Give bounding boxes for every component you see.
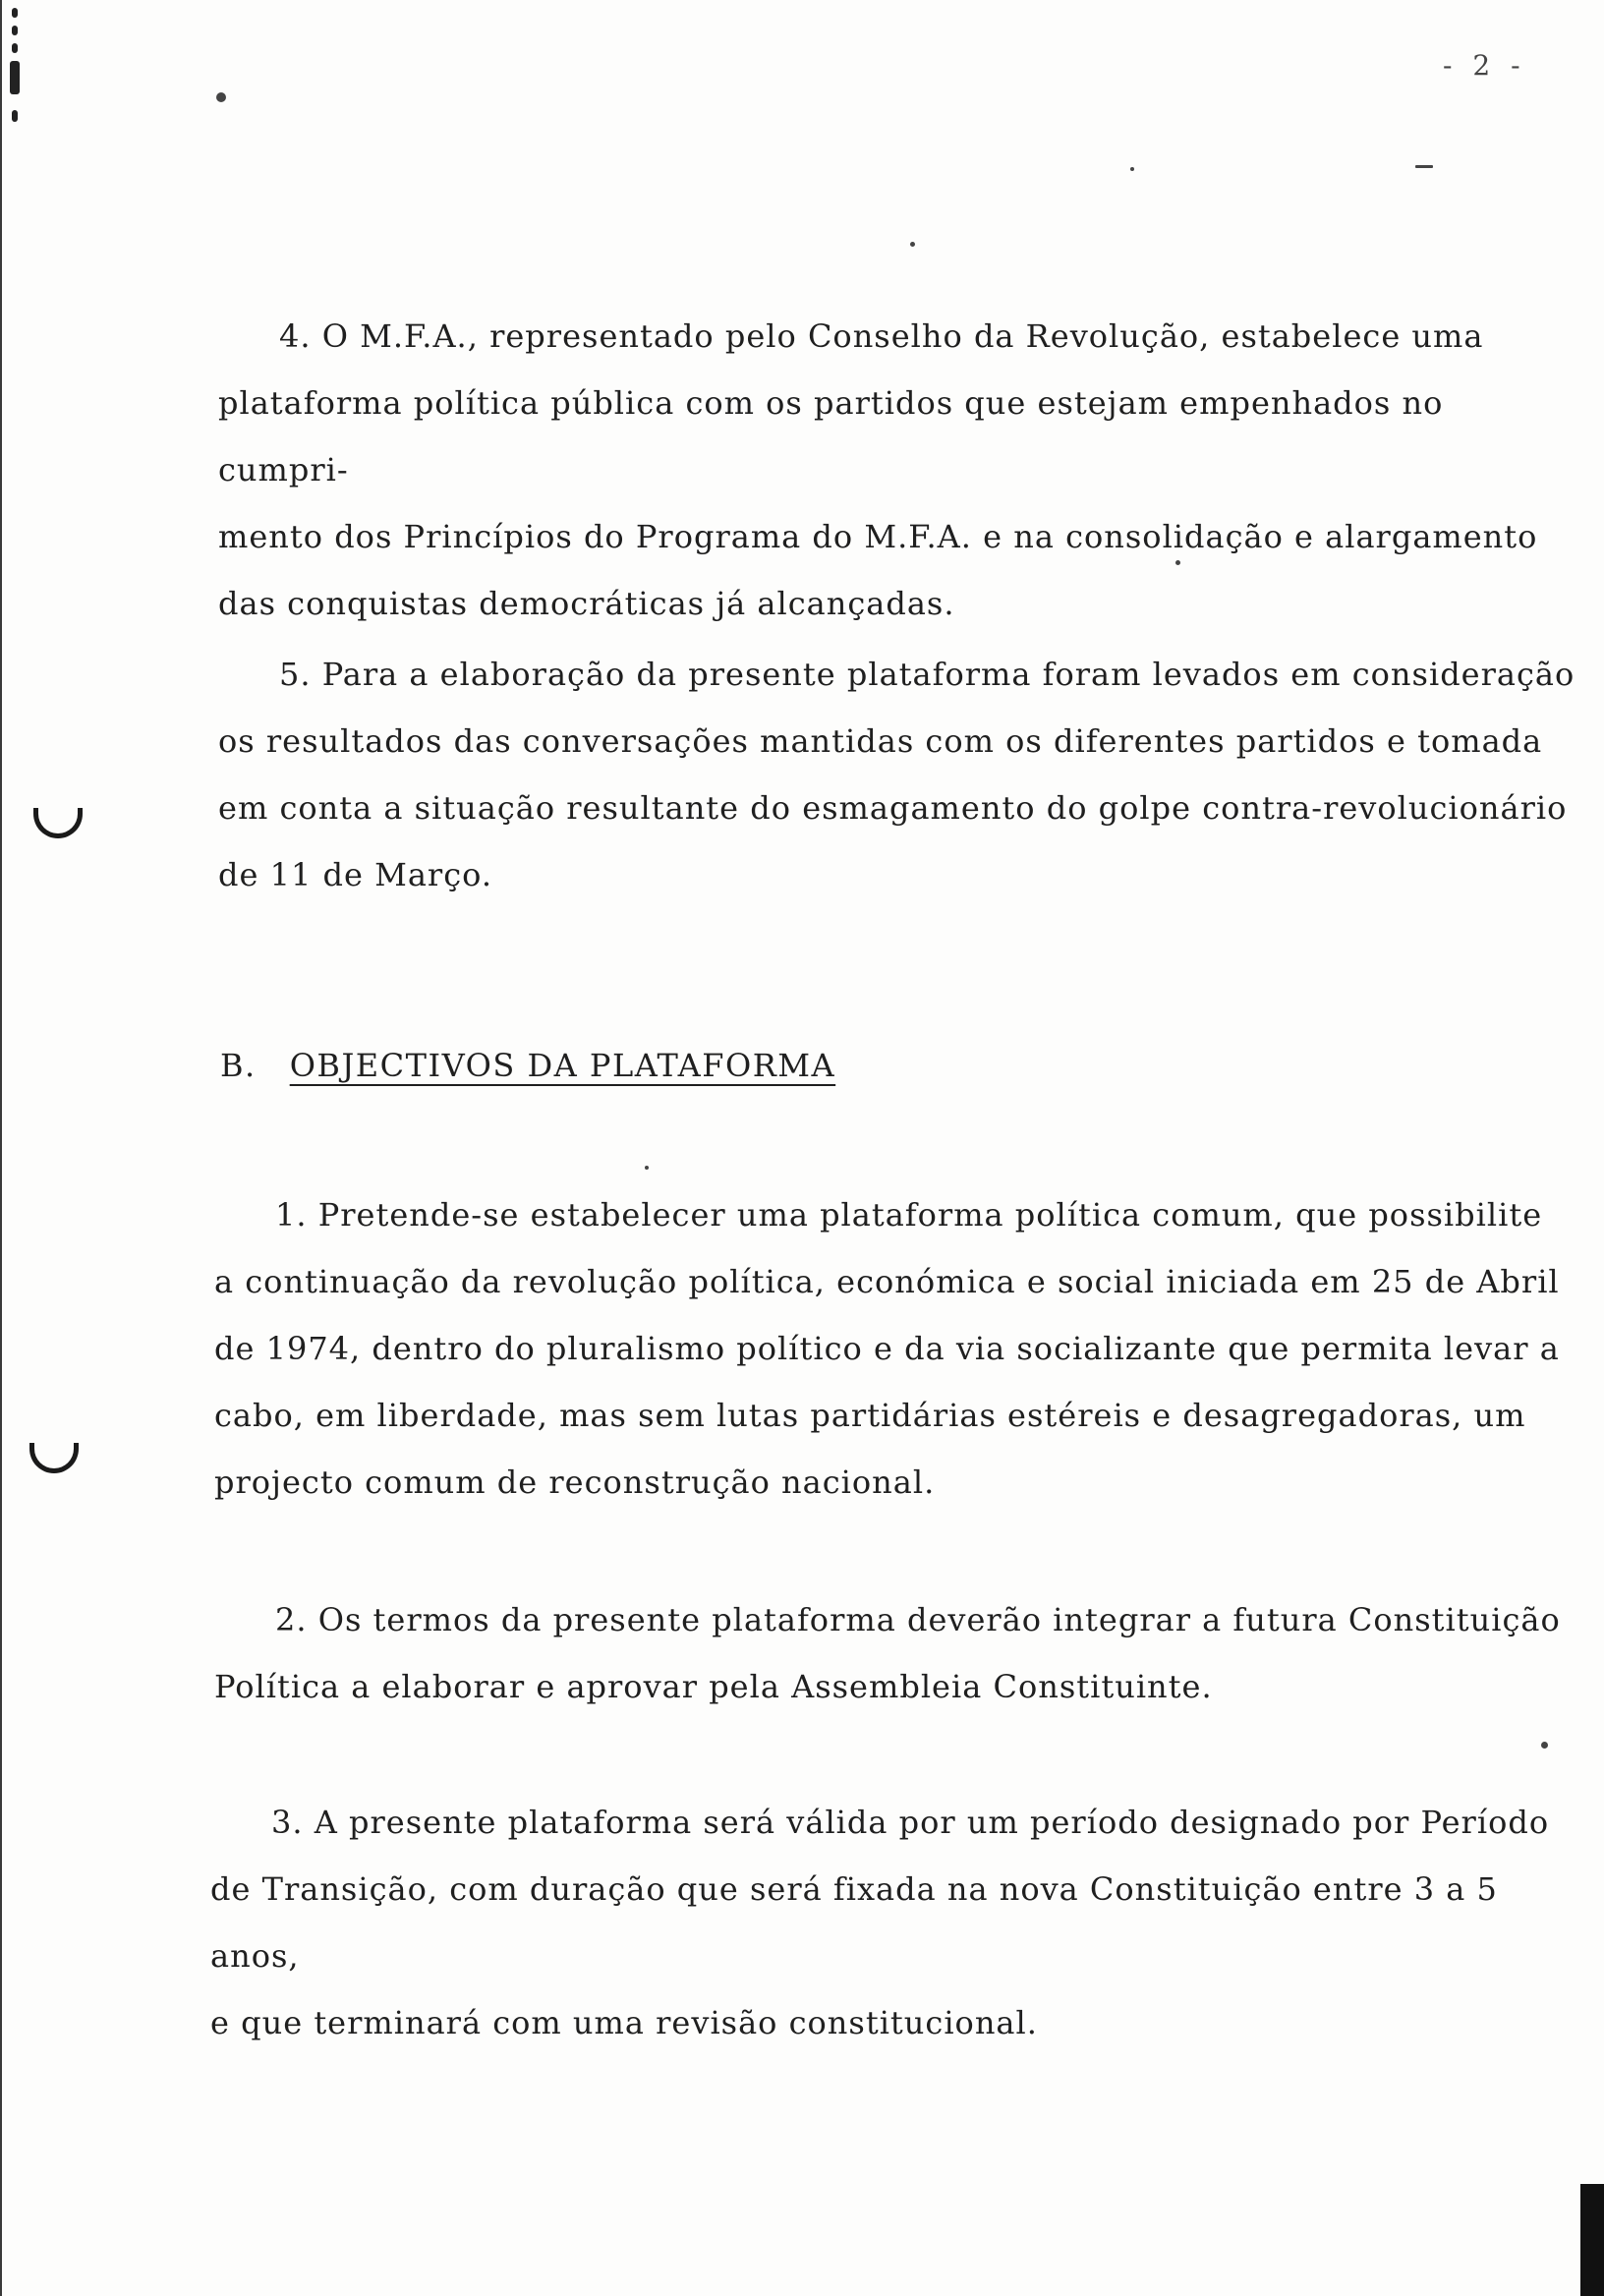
section-heading xyxy=(220,1047,835,1084)
paragraph-b-3 xyxy=(210,1789,1576,2056)
page-number: - 2 - xyxy=(1443,49,1526,82)
scan-speck xyxy=(1415,165,1433,168)
scan-speck xyxy=(645,1166,649,1170)
binding-mark xyxy=(12,26,18,35)
paragraph-line: de 1974, dentro do pluralismo político e da via socializante que permita levar a xyxy=(214,1330,1560,1367)
paragraph-line: de 11 de Março. xyxy=(218,856,493,893)
scan-edge-left xyxy=(0,0,2,2296)
paragraph-b-2 xyxy=(214,1586,1580,1720)
paragraph-line: em conta a situação resultante do esmagamento do golpe contra-revolucionário xyxy=(218,789,1568,827)
paragraph-line: O M.F.A., representado pelo Conselho da Revolução, estabelece uma xyxy=(321,317,1484,355)
scan-speck xyxy=(216,92,226,102)
paragraph-b-1 xyxy=(214,1181,1580,1516)
paragraph-number: 4. xyxy=(279,317,312,355)
paragraph-line: Pretende-se estabelecer uma plataforma política comum, que possibilite xyxy=(317,1196,1543,1234)
scan-speck xyxy=(1541,1742,1548,1749)
paragraph-line: Os termos da presente plataforma deverão integrar a futura Constituição xyxy=(317,1601,1561,1638)
paragraph-line: os resultados das conversações mantidas com os diferentes partidos e tomada xyxy=(218,722,1543,760)
binding-mark xyxy=(12,43,18,53)
paragraph-line: projecto comum de reconstrução nacional. xyxy=(214,1464,936,1501)
paragraph-number: 5. xyxy=(279,656,312,693)
section-letter: B. xyxy=(220,1047,257,1084)
paragraph-number: 1. xyxy=(275,1196,308,1234)
scan-speck xyxy=(1130,167,1134,171)
paragraph-line: das conquistas democráticas já alcançadas. xyxy=(218,585,955,622)
paragraph-a-5 xyxy=(218,641,1584,908)
paragraph-line: Política a elaborar e aprovar pela Assembleia Constituinte. xyxy=(214,1668,1213,1705)
paragraph-line: A presente plataforma será válida por um período designado por Período xyxy=(314,1804,1550,1841)
paragraph-line: plataforma política pública com os partidos que estejam empenhados no cumpri- xyxy=(218,384,1444,488)
paragraph-line: de Transição, com duração que será fixada na nova Constituição entre 3 a 5 anos, xyxy=(210,1870,1498,1975)
paragraph-a-4 xyxy=(218,303,1584,637)
scan-edge-right xyxy=(1580,2184,1604,2296)
paragraph-line: cabo, em liberdade, mas sem lutas partidárias estéreis e desagregadoras, um xyxy=(214,1397,1526,1434)
punch-hole-mark xyxy=(29,1443,79,1473)
binding-mark xyxy=(12,110,18,122)
paragraph-line: Para a elaboração da presente plataforma foram levados em consideração xyxy=(321,656,1575,693)
scan-speck xyxy=(910,242,915,247)
section-title: OBJECTIVOS DA PLATAFORMA xyxy=(289,1047,836,1084)
paragraph-number: 2. xyxy=(275,1601,308,1638)
paragraph-number: 3. xyxy=(271,1804,304,1841)
binding-mark xyxy=(12,8,18,18)
paragraph-line: mento dos Princípios do Programa do M.F.A. e na consolidação e alargamento xyxy=(218,518,1538,555)
binding-mark xyxy=(10,61,20,94)
punch-hole-mark xyxy=(33,808,83,838)
paragraph-line: e que terminará com uma revisão constitucional. xyxy=(210,2004,1038,2041)
paragraph-line: a continuação da revolução política, económica e social iniciada em 25 de Abril xyxy=(214,1263,1560,1300)
